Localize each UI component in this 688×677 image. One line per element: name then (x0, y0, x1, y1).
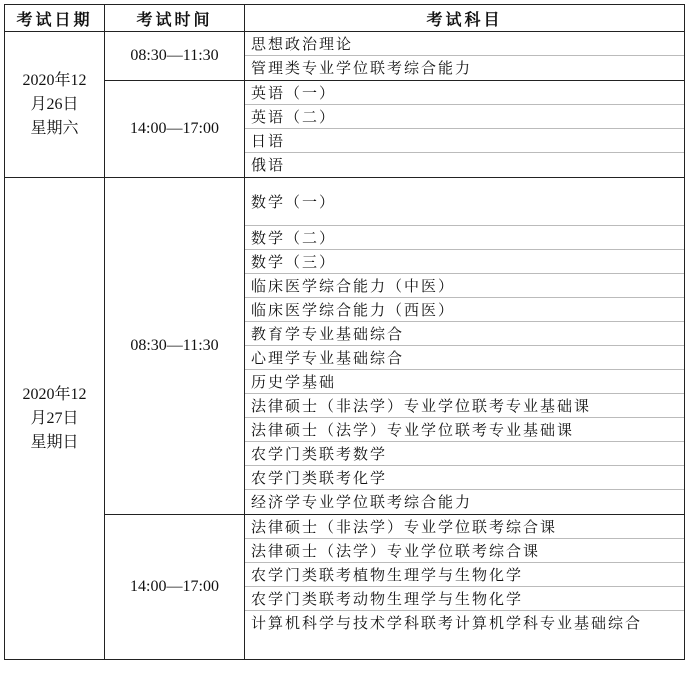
subject-item: 计算机科学与技术学科联考计算机学科专业基础综合 (251, 614, 643, 632)
subject-item: 俄语 (251, 156, 286, 174)
subject-item: 数学（一） (245, 178, 684, 226)
subject-item: 经济学专业学位联考综合能力 (251, 493, 473, 511)
subject-item: 农学门类联考动物生理学与生物化学 (245, 587, 684, 611)
subject-item: 心理学专业基础综合 (245, 346, 684, 370)
subject-item: 历史学基础 (245, 370, 684, 394)
subject-item: 农学门类联考植物生理学与生物化学 (245, 563, 684, 587)
subject-item: 数学（二） (245, 226, 684, 250)
header-subject: 考试科目 (245, 5, 685, 32)
subject-item: 法律硕士（法学）专业学位联考专业基础课 (245, 418, 684, 442)
subject-item: 数学（三） (245, 250, 684, 274)
time-cell: 08:30—11:30 (105, 32, 245, 81)
table-row (5, 178, 685, 515)
subjects-cell (245, 32, 685, 81)
subject-item: 临床医学综合能力（西医） (245, 298, 684, 322)
subject-item: 农学门类联考数学 (245, 442, 684, 466)
table-row (5, 81, 685, 178)
header-date: 考试日期 (5, 5, 105, 32)
subject-item: 管理类专业学位联考综合能力 (251, 59, 473, 77)
subject-item: 临床医学综合能力（中医） (245, 274, 684, 298)
table-row (5, 32, 685, 81)
subject-item: 思想政治理论 (245, 32, 684, 56)
subjects-cell (245, 178, 685, 515)
subject-item: 法律硕士（非法学）专业学位联考综合课 (245, 515, 684, 539)
date-line: 星期日 (30, 433, 79, 451)
date-cell-day2 (5, 178, 105, 660)
time-cell: 14:00—17:00 (105, 81, 245, 178)
subject-item: 英语（二） (245, 105, 684, 129)
time-cell: 14:00—17:00 (105, 515, 245, 660)
date-line: 月27日 (30, 409, 79, 427)
date-cell-day1 (5, 32, 105, 178)
subjects-cell (245, 81, 685, 178)
table-row (5, 515, 685, 660)
subjects-cell (245, 515, 685, 660)
date-line: 月26日 (30, 95, 79, 113)
subject-item: 教育学专业基础综合 (245, 322, 684, 346)
time-cell: 08:30—11:30 (105, 178, 245, 515)
subject-item: 法律硕士（非法学）专业学位联考专业基础课 (245, 394, 684, 418)
date-line: 2020年12 (22, 385, 87, 403)
subject-item: 英语（一） (245, 81, 684, 105)
subject-item: 日语 (245, 129, 684, 153)
subject-item: 法律硕士（法学）专业学位联考综合课 (245, 539, 684, 563)
header-row (5, 5, 685, 32)
header-time: 考试时间 (105, 5, 245, 32)
date-line: 星期六 (30, 119, 79, 137)
exam-schedule-table (4, 4, 685, 660)
date-line: 2020年12 (22, 71, 87, 89)
subject-item: 农学门类联考化学 (245, 466, 684, 490)
